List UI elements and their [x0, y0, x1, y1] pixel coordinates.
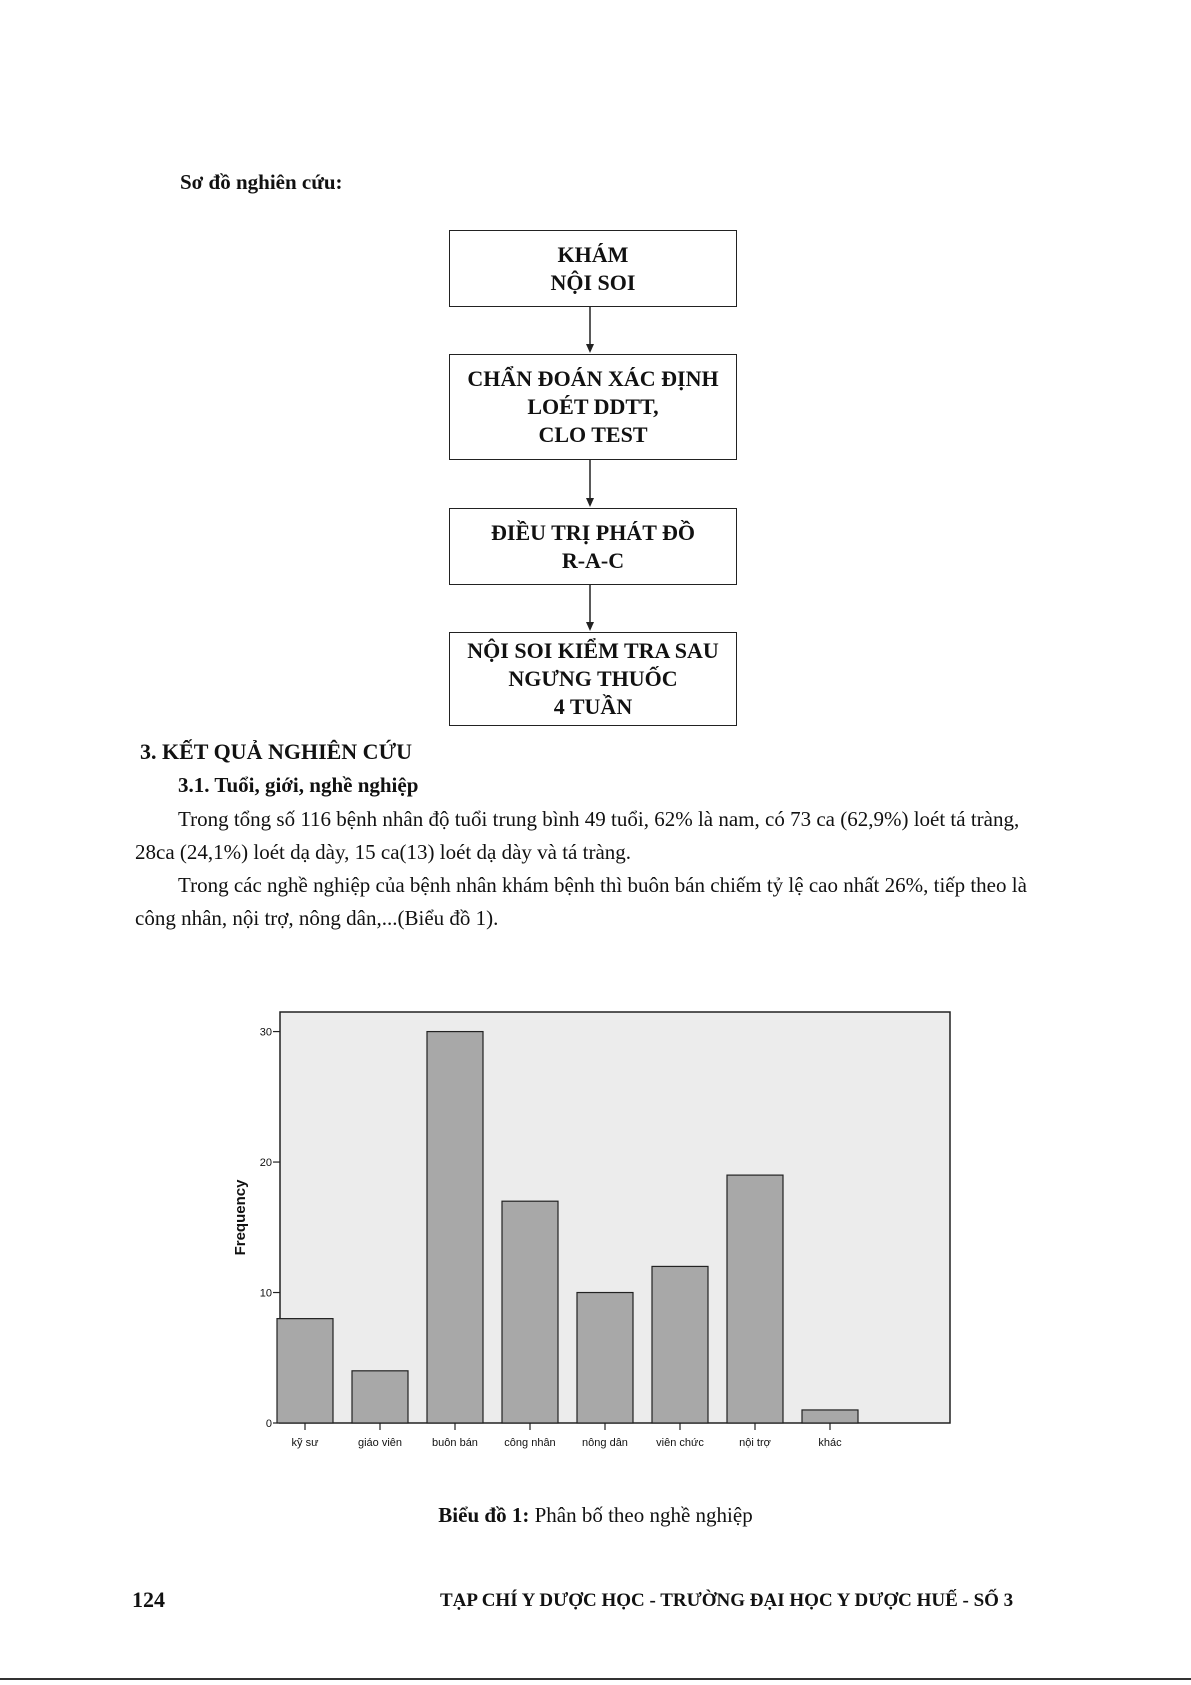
bar: [577, 1293, 633, 1423]
y-tick-label: 30: [259, 1026, 272, 1039]
x-tick-label: công nhân: [504, 1437, 556, 1449]
caption-text: Phân bố theo nghề nghiệp: [529, 1503, 753, 1527]
x-tick-label: viên chức: [656, 1437, 704, 1449]
bar: [502, 1201, 558, 1423]
flow-step-line: LOÉT DDTT,: [527, 394, 659, 419]
diagram-heading: Sơ đồ nghiên cứu:: [180, 170, 343, 194]
y-tick-label: 10: [259, 1287, 272, 1300]
page-number: 124: [132, 1587, 165, 1612]
flow-step-followup: [449, 632, 737, 726]
page-bottom-rule: [0, 1678, 1191, 1680]
flow-step-line: NỘI SOI: [550, 269, 636, 295]
section-title: 3. KẾT QUẢ NGHIÊN CỨU: [140, 739, 412, 764]
bar: [727, 1175, 783, 1423]
paragraph: [135, 803, 1055, 869]
paragraph-text: Trong tổng số 116 bệnh nhân độ tuổi trung bình 49 tuổi, 62% là nam, có 73 ca (62,9%) loét tá tràng, 28ca (24,1%) loét dạ dày, 15 ca(13) loét dạ dày và tá tràng.: [135, 807, 1020, 864]
caption-label: Biểu đồ 1:: [438, 1503, 530, 1527]
journal-title: TẠP CHÍ Y DƯỢC HỌC - TRƯỜNG ĐẠI HỌC Y DƯỢC HUẾ - SỐ 3: [440, 1590, 1014, 1611]
x-tick-label: kỹ sư: [291, 1437, 319, 1449]
flow-step-line: CHẨN ĐOÁN XÁC ĐỊNH: [467, 366, 719, 391]
flow-step-line: KHÁM: [557, 241, 629, 267]
x-tick-label: nông dân: [582, 1437, 628, 1449]
x-tick-label: giáo viên: [357, 1437, 403, 1449]
x-tick-label: khác: [818, 1437, 842, 1449]
flow-step-line: 4 TUẦN: [553, 694, 633, 719]
y-tick-label: 0: [265, 1418, 272, 1430]
flow-step-line: ĐIỀU TRỊ PHÁT ĐỒ: [491, 519, 695, 545]
paragraph-text: Trong các nghề nghiệp của bệnh nhân khám bệnh thì buôn bán chiếm tỷ lệ cao nhất 26%, tiếp theo là công nhân, nội trợ, nông dân,...(Biểu đồ 1).: [135, 873, 1027, 930]
paragraph: [135, 869, 1055, 935]
flow-step-line: NGƯNG THUỐC: [508, 666, 678, 691]
bar: [277, 1319, 333, 1423]
flow-step-diagnosis: [449, 354, 737, 460]
bar: [352, 1371, 408, 1423]
flow-step-line: CLO TEST: [538, 422, 648, 447]
bar: [802, 1410, 858, 1423]
figure-caption: [0, 1503, 1191, 1528]
y-tick-label: 20: [259, 1157, 272, 1170]
bar: [427, 1032, 483, 1423]
occupation-bar-chart: [225, 1005, 960, 1465]
flow-step-line: NỘI SOI KIỂM TRA SAU: [467, 638, 719, 663]
arrow-down-icon: [583, 585, 597, 632]
bar: [652, 1266, 708, 1423]
flow-step-treatment: [449, 508, 737, 585]
flow-step-exam: [449, 230, 737, 307]
y-axis-label: Frequency: [232, 1179, 249, 1256]
arrow-down-icon: [583, 307, 597, 354]
subsection-title: 3.1. Tuổi, giới, nghề nghiệp: [178, 773, 419, 797]
flow-step-line: R-A-C: [561, 547, 625, 573]
x-tick-label: buôn bán: [432, 1437, 478, 1449]
x-tick-label: nội trợ: [739, 1437, 771, 1449]
arrow-down-icon: [583, 460, 597, 508]
chart-svg: [225, 1005, 960, 1465]
